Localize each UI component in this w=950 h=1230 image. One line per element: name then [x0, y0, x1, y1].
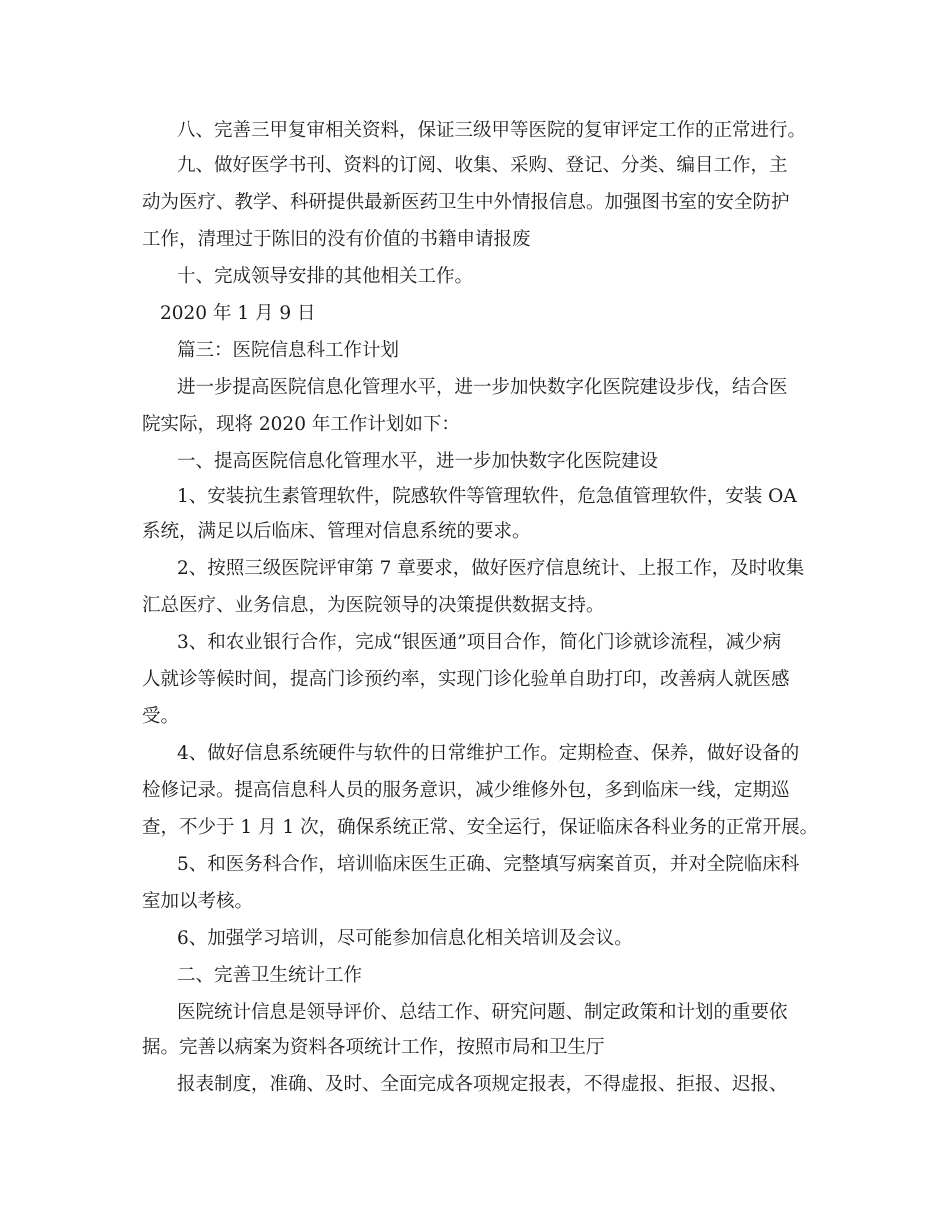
section-heading: 篇三：医院信息科工作计划	[177, 340, 400, 361]
paragraph-line: 动为医疗、教学、科研提供最新医药卫生中外情报信息。加强图书室的安全防护	[142, 192, 790, 213]
paragraph-line: 工作，清理过于陈旧的没有价值的书籍申请报废	[142, 229, 531, 250]
paragraph-line: 报表制度，准确、及时、全面完成各项规定报表，不得虚报、拒报、迟报、	[177, 1074, 788, 1095]
date-line: 2020 年 1 月 9 日	[160, 303, 316, 324]
paragraph-line: 据。完善以病案为资料各项统计工作，按照市局和卫生厅	[142, 1037, 605, 1058]
paragraph-line: 九、做好医学书刊、资料的订阅、收集、采购、登记、分类、编目工作，主	[177, 155, 788, 176]
paragraph-line: 查，不少于 1 月 1 次，确保系统正常、安全运行，保证临床各科业务的正常开展。	[142, 817, 819, 838]
paragraph-line: 检修记录。提高信息科人员的服务意识，减少维修外包，多到临床一线，定期巡	[142, 780, 790, 801]
paragraph-line: 3、和农业银行合作，完成“银医通”项目合作，简化门诊就诊流程，减少病	[177, 632, 782, 653]
paragraph-line: 汇总医疗、业务信息，为医院领导的决策提供数据支持。	[142, 595, 605, 616]
paragraph-line: 4、做好信息系统硬件与软件的日常维护工作。定期检查、保养，做好设备的	[177, 743, 800, 764]
paragraph-line: 十、完成领导安排的其他相关工作。	[177, 266, 474, 287]
paragraph-line: 院实际，现将 2020 年工作计划如下：	[142, 414, 460, 435]
paragraph-line: 人就诊等候时间，提高门诊预约率，实现门诊化验单自助打印，改善病人就医感	[142, 669, 790, 690]
paragraph-line: 一、提高医院信息化管理水平，进一步加快数字化医院建设	[177, 451, 659, 472]
paragraph-line: 进一步提高医院信息化管理水平，进一步加快数字化医院建设步伐，结合医	[177, 377, 788, 398]
section-heading: 二、完善卫生统计工作	[177, 965, 363, 986]
paragraph-line: 室加以考核。	[142, 891, 254, 912]
paragraph-line: 6、加强学习培训，尽可能参加信息化相关培训及会议。	[177, 928, 633, 949]
paragraph-line: 1、安装抗生素管理软件，院感软件等管理软件，危急值管理软件，安装 OA	[177, 486, 797, 507]
paragraph-line: 系统，满足以后临床、管理对信息系统的要求。	[142, 521, 531, 542]
paragraph-line: 2、按照三级医院评审第 7 章要求，做好医疗信息统计、上报工作，及时收集	[177, 558, 805, 579]
paragraph-line: 医院统计信息是领导评价、总结工作、研究问题、制定政策和计划的重要依	[177, 1002, 788, 1023]
paragraph-line: 八、完善三甲复审相关资料，保证三级甲等医院的复审评定工作的正常进行。	[177, 120, 807, 141]
paragraph-line: 受。	[142, 706, 180, 727]
paragraph-line: 5、和医务科合作，培训临床医生正确、完整填写病案首页，并对全院临床科	[177, 854, 800, 875]
